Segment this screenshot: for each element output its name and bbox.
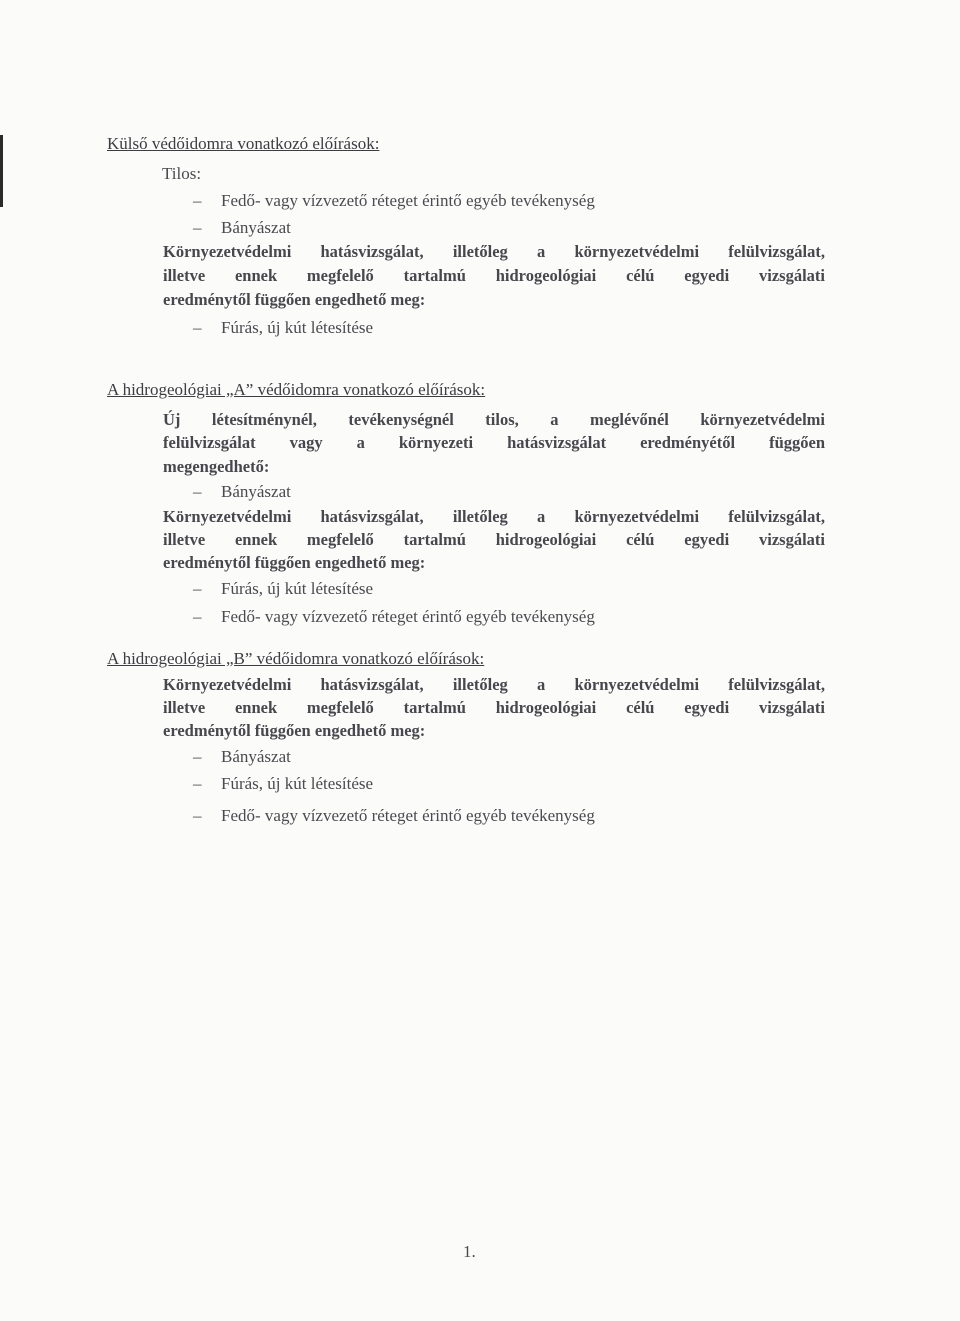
dash-icon: – xyxy=(193,191,202,210)
dash-icon: – xyxy=(193,218,202,237)
paragraph-line: illetve ennek megfelelő tartalmú hidrogeológiai célú egyedi vizsgálati xyxy=(163,530,825,549)
list-item xyxy=(193,218,291,238)
dash-icon: – xyxy=(193,318,202,337)
list-item xyxy=(193,774,373,794)
paragraph-line: illetve ennek megfelelő tartalmú hidrogeológiai célú egyedi vizsgálati xyxy=(163,698,825,717)
dash-icon: – xyxy=(193,482,202,501)
paragraph-line: eredménytől függően engedhető meg: xyxy=(163,553,426,572)
list-item xyxy=(193,806,595,826)
list-item-text: Fúrás, új kút létesítése xyxy=(221,774,374,793)
list-item xyxy=(193,607,595,627)
section-heading-kulso: Külső védőidomra vonatkozó előírások: xyxy=(107,134,380,153)
list-item xyxy=(193,747,291,767)
paragraph-line: Környezetvédelmi hatásvizsgálat, illetőleg a környezetvédelmi felülvizsgálat, xyxy=(163,507,825,526)
paragraph-line: eredménytől függően engedhető meg: xyxy=(163,290,426,309)
paragraph-line: Környezetvédelmi hatásvizsgálat, illetőleg a környezetvédelmi felülvizsgálat, xyxy=(163,242,825,261)
paragraph-line: Környezetvédelmi hatásvizsgálat, illetőleg a környezetvédelmi felülvizsgálat, xyxy=(163,675,825,694)
section-heading-b: A hidrogeológiai „B” védőidomra vonatkozó előírások: xyxy=(107,649,485,668)
list-item xyxy=(193,191,595,211)
dash-icon: – xyxy=(193,747,202,766)
list-item xyxy=(193,318,373,338)
section-heading-a: A hidrogeológiai „A” védőidomra vonatkozó előírások: xyxy=(107,380,486,399)
dash-icon: – xyxy=(193,774,202,793)
paragraph-line: Új létesítménynél, tevékenységnél tilos, a meglévőnél környezetvédelmi xyxy=(163,410,825,429)
list-item-text: Fedő- vagy vízvezető réteget érintő egyéb tevékenység xyxy=(221,806,595,825)
list-item-text: Bányászat xyxy=(221,747,291,766)
list-item-text: Fedő- vagy vízvezető réteget érintő egyéb tevékenység xyxy=(221,607,595,626)
paragraph-line: felülvizsgálat vagy a környezeti hatásvizsgálat eredményétől függően xyxy=(163,433,825,452)
dash-icon: – xyxy=(193,579,202,598)
dash-icon: – xyxy=(193,806,202,825)
tilos-label: Tilos: xyxy=(162,164,202,183)
list-item xyxy=(193,579,373,599)
list-item-text: Fúrás, új kút létesítése xyxy=(221,318,374,337)
page-number: 1. xyxy=(463,1242,476,1261)
list-item-text: Bányászat xyxy=(221,218,291,237)
scan-edge-mark xyxy=(0,135,3,207)
paragraph-line: illetve ennek megfelelő tartalmú hidrogeológiai célú egyedi vizsgálati xyxy=(163,266,825,285)
list-item xyxy=(193,482,291,502)
list-item-text: Bányászat xyxy=(221,482,291,501)
list-item-text: Fedő- vagy vízvezető réteget érintő egyéb tevékenység xyxy=(221,191,595,210)
paragraph-line: megengedhető: xyxy=(163,457,270,476)
dash-icon: – xyxy=(193,607,202,626)
paragraph-line: eredménytől függően engedhető meg: xyxy=(163,721,426,740)
list-item-text: Fúrás, új kút létesítése xyxy=(221,579,374,598)
